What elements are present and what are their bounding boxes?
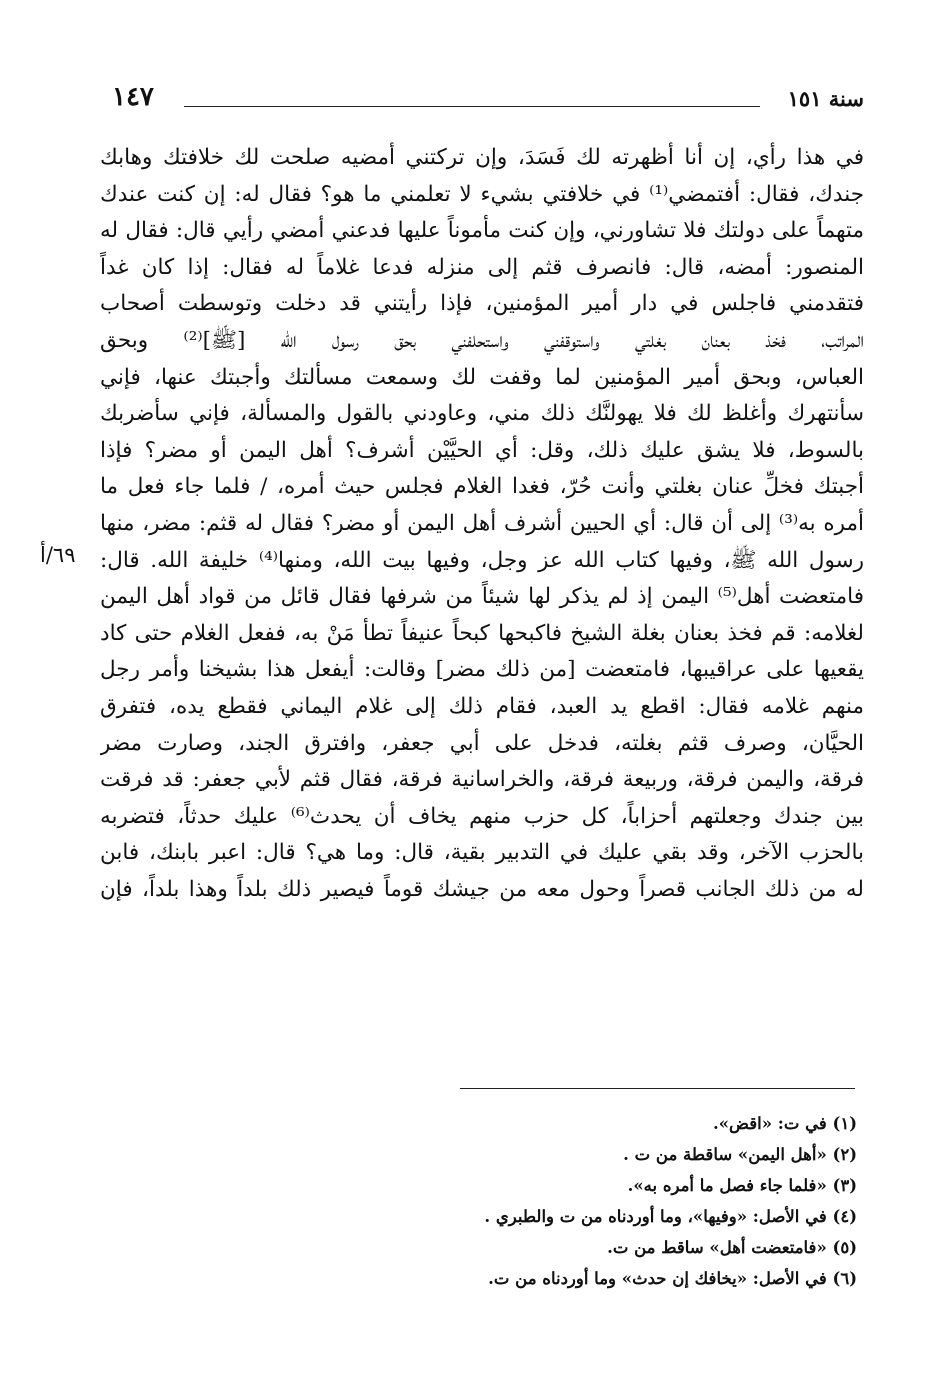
body-line: يقعيها على عراقيبها، فامتعضت [من ذلك مضر] وقالت: أيفعل هذا بشيخنا وأمر رجل (100, 657, 864, 683)
body-line: في هذا رأي، إن أنا أظهرته لك فَسَدَ، وإن تركتني أمضيه صلحت لك خلافتك وهابك (100, 145, 864, 170)
body-line: المنصور: أمضه، قال: فانصرف قثم إلى منزله فدعا غلاماً له فقال: إذا كان غداً (100, 254, 864, 280)
header-year: سنة ١٥١ (787, 86, 864, 111)
body-line: فتقدمني فاجلس في دار أمير المؤمنين، فإذا رأيتني قد دخلت وتوسطت أصحاب (100, 291, 864, 317)
body-text (100, 140, 864, 908)
header-rule (184, 106, 760, 107)
body-line: بين جندك وجعلتهم أحزاباً، كل حزب منهم يخاف أن يحدث⁽⁶⁾ عليك حدثاً، فتضربه (100, 803, 864, 829)
page-number: ١٤٧ (112, 82, 154, 112)
body-line: فرقة، واليمن فرقة، وربيعة فرقة، والخراسانية فرقة، فقال قثم لأبي جعفر: قد فرقت (100, 767, 864, 793)
body-line: بالسوط، فلا يشق عليك ذلك، وقل: أي الحيَّيْن أشرف؟ أهل اليمن أو مضر؟ فإذا (100, 437, 864, 463)
body-line: المراتب، فخذ بعنان بغلتي واستوقفني واستحلفني بحق رسول الله [ﷺ]⁽²⁾ وبحق (100, 327, 864, 353)
footnote: (٥) «فامتعضت أهل» ساقط من ت. (607, 1238, 857, 1257)
body-line: أجبتك فخلِّ عنان بغلتي وأنت حُرّ، فغدا الغلام فجلس حيث أمره، / فلما جاء فعل ما (100, 474, 864, 500)
running-header (112, 84, 864, 124)
body-line: لغلامه: قم فخذ بعنان بغلة الشيخ فاكبحها كبحاً عنيفاً تطأ مَنْ به، ففعل الغلام حتى كاد (100, 620, 864, 646)
body-line: فامتعضت أهل⁽⁵⁾ اليمن إذ لم يذكر لها شيئاً من شرفها فقال قائل من قواد أهل اليمن (100, 584, 864, 610)
body-line: أمره به⁽³⁾ إلى أن قال: أي الحيين أشرف أهل اليمن أو مضر؟ فقال له قثم: مضر، منها (100, 510, 864, 536)
footnote: (١) في ت: «اقض». (712, 1114, 857, 1133)
body-line: جندك، فقال: أفتمضي⁽¹⁾ في خلافتي بشيء لا تعلمني ما هو؟ فقال له: إن كنت عندك (100, 181, 864, 207)
footnote: (٢) «أهل اليمن» ساقطة من ت . (623, 1145, 857, 1164)
footnotes (300, 1108, 857, 1294)
body-line: منهم غلامه فقال: اقطع يد العبد، فقام ذلك إلى غلام اليماني فقطع يده، فتفرق (100, 693, 864, 719)
footnote: (٤) في الأصل: «وفيها»، وما أوردناه من ت والطبري . (484, 1207, 857, 1226)
body-line: بالحزب الآخر، وقد بقي عليك في التدبير بقية، قال: وما هي؟ قال: اعبر بابنك، فابن (100, 840, 864, 866)
body-line: سأنتهرك وأغلظ لك فلا يهولنَّك ذلك مني، وعاودني بالقول والمسألة، فإني سأضربك (100, 401, 864, 427)
body-line: الحيَّان، وصرف قثم بغلته، فدخل على أبي جعفر، وافترق الجند، وصارت مضر (100, 730, 864, 756)
body-line: متهماً على دولتك فلا تشاورني، وإن كنت مأموناً عليها فدعني أمضي رأيي قال: فقال له (100, 218, 864, 244)
body-line: له من ذلك الجانب قصراً وحول معه من جيشك قوماً فيصير ذلك بلداً وهذا بلداً، فإن (100, 876, 864, 902)
margin-folio-note: ٦٩/أ (40, 543, 76, 567)
body-line: العباس، وبحق أمير المؤمنين لما وقفت لك وسمعت مسألتك وأجبتك عنها، فإني (100, 364, 864, 390)
body-line: رسول الله ﷺ، وفيها كتاب الله عز وجل، وفيها بيت الله، ومنها⁽⁴⁾ خليفة الله. قال: (100, 547, 864, 573)
footnote: (٦) في الأصل: «يخافك إن حدث» وما أوردناه من ت. (488, 1269, 857, 1288)
footnote-separator (460, 1088, 855, 1089)
footnote: (٣) «فلما جاء فصل ما أمره به». (627, 1176, 857, 1195)
